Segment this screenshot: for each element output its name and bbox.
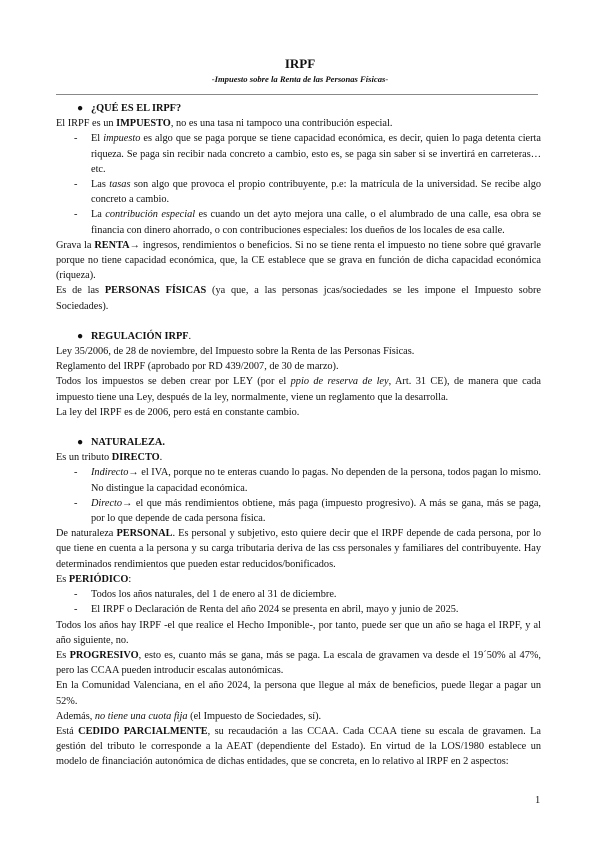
paragraph-intro: El IRPF es un IMPUESTO, no es una tasa ni tampoco una contribución especial. — [56, 118, 393, 130]
section-heading-regulacion: ● REGULACIÓN IRPF. — [56, 329, 541, 344]
paragraph-directo: Es un tributo DIRECTO. — [56, 452, 163, 464]
paragraph-ley: Ley 35/2006, de 28 de noviembre, del Impuesto sobre la Renta de las Personas Físicas. — [56, 346, 415, 358]
dash-icon: - — [74, 589, 78, 601]
list-item-anos-naturales: - Todos los años naturales, del 1 de enero al 31 de diciembre. — [56, 587, 541, 602]
paragraph-reglamento: Reglamento del IRPF (aprobado por RD 439/2007, de 30 de marzo). — [56, 361, 339, 373]
paragraph-cedido: Está CEDIDO PARCIALMENTE, su recaudación a las CCAA. Cada CCAA tiene su escala de gravamen. La gestión del tributo le corresponde a la AEAT (dependiente del Estado). En virtud de la LOS/1980 establece un modelo de financiación autonómica de dichas entidades, que se concreta, en lo relativo al IRPF en 2 aspectos: — [56, 725, 541, 768]
paragraph-renta: Grava la RENTA→ ingresos, rendimientos o beneficios. Si no se tiene renta el impuesto no tiene sobre qué gravarle porque no tiene capacidad económica, que, la CE establece que se grava en función de dicha capacidad económica (riqueza). — [56, 239, 542, 282]
dash-icon: - — [74, 467, 78, 479]
paragraph-personas-fisicas: Es de las PERSONAS FÍSICAS (ya que, a las personas jcas/sociedades se les impone el Impuesto sobre Sociedades). — [56, 285, 541, 312]
list-item-contribucion: - La contribución especial es cuando un det ayto mejora una calle, o el alumbrado de una calle, esa obra se financia con dinero ahorrado, o con contribuciones especiales: los dueños de los locales de esa calle. — [74, 209, 541, 236]
page-subtitle: -Impuesto sobre la Renta de las Personas Físicas- — [211, 74, 389, 84]
bullet-icon: ● — [77, 437, 84, 449]
page-number: 1 — [535, 795, 541, 806]
bullet-icon: ● — [77, 103, 84, 114]
paragraph-todos-anos: Todos los años hay IRPF -el que realice el Hecho Imponible-, por tanto, puede ser que un año se haga el IRPF, y al año siguiente, no. — [56, 619, 541, 646]
section-heading-naturaleza: ● NATURALEZA. — [56, 435, 541, 450]
paragraph-cuota-fija: Además, no tiene una cuota fija (el Impuesto de Sociedades, sí). — [56, 710, 322, 722]
paragraph-periodico: Es PERIÓDICO: — [56, 573, 132, 585]
list-item-tasas: - Las tasas son algo que provoca el propio contribuyente, p.e: la matrícula de la universidad. Se recibe algo concreto a cambio. — [74, 179, 541, 206]
document-body — [56, 101, 541, 770]
list-item-directo: - Directo→ el que más rendimientos obtiene, más paga (impuesto progresivo). A más se gana, más se paga, por lo que depende de cada persona física. — [74, 497, 541, 525]
paragraph-ley-2006: La ley del IRPF es de 2006, pero está en constante cambio. — [56, 406, 300, 418]
dash-icon: - — [74, 209, 78, 221]
list-item-indirecto: - Indirecto→ el IVA, porque no te enteras cuando lo pagas. No dependen de la persona, todos pagan lo mismo. No distingue la capacidad económica. — [74, 467, 541, 494]
page-title: IRPF — [284, 56, 316, 71]
bullet-icon: ● — [77, 330, 84, 342]
paragraph-personal: De naturaleza PERSONAL. Es personal y subjetivo, esto quiere decir que el IRPF depende de cada persona, por lo que tiene en cuenta a la persona y su carga tributaria deriva de las css personales y familiares del contribuyente. Hay determinados rendimientos que pueden estar reducidos/bonificados. — [56, 528, 541, 570]
paragraph-progresivo: Es PROGRESIVO, esto es, cuanto más se gana, más se paga. La escala de gravamen va desde el 19´50% al 47%, pero las CCAA pueden introducir escalas autonómicas. — [56, 649, 541, 677]
list-item-impuesto: - El impuesto es algo que se paga porque se tiene capacidad económica, es decir, quien lo paga detenta cierta riqueza. Se paga sin recibir nada concreto a cambio, esto es, se paga sin saber si se invertirá en carreteras… etc. — [74, 133, 541, 175]
dash-icon: - — [74, 133, 78, 145]
paragraph-comunidad-valenciana: En la Comunidad Valenciana, en el año 2024, la persona que llegue al máx de beneficios, puede llegar a pagar un 52%. — [56, 680, 541, 707]
section-heading-que-es: ● ¿QUÉ ES EL IRPF? — [56, 101, 541, 116]
dash-icon: - — [74, 497, 78, 509]
dash-icon: - — [74, 604, 78, 616]
list-item-declaracion: - El IRPF o Declaración de Renta del año 2024 se presenta en abril, mayo y junio de 2025. — [56, 602, 541, 617]
paragraph-reserva-ley: Todos los impuestos se deben crear por LEY (por el ppio de reserva de ley, Art. 31 CE), de manera que cada impuesto tiene una Ley, después de la ley, normalmente, viene un reglamento que la desarrolla. — [56, 376, 541, 403]
header-divider — [56, 94, 538, 95]
dash-icon: - — [74, 179, 78, 191]
